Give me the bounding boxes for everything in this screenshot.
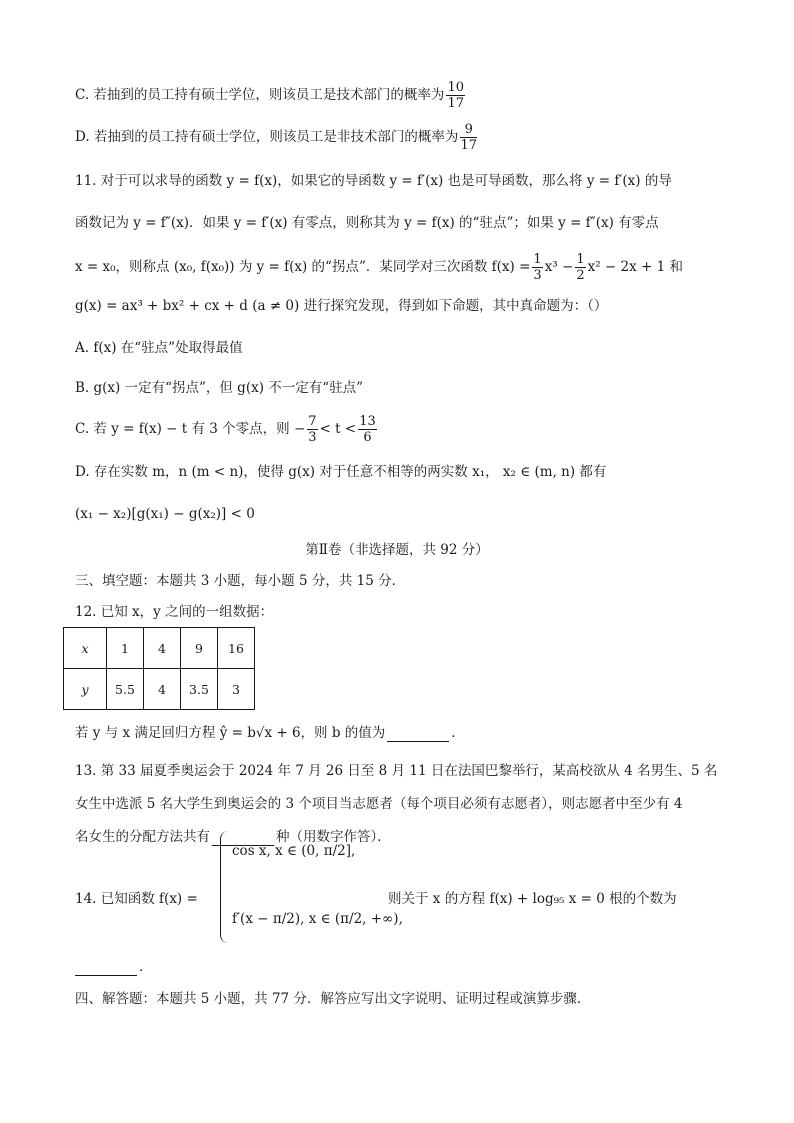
- answer-blank[interactable]: [387, 727, 449, 742]
- table-row: [64, 628, 255, 669]
- table-cell: 4: [144, 628, 181, 669]
- table-cell: 5.5: [107, 669, 144, 710]
- q10-option-d: D. 若抽到的员工持有硕士学位，则该员工是非技术部门的概率为 $\frac{9}{17}$: [75, 122, 477, 153]
- section2-title: 第Ⅱ卷（非选择题，共 92 分）: [305, 542, 489, 558]
- q11-option-d-inequality: (x₁ − x₂)[g(x₁) − g(x₂)] < 0: [75, 506, 255, 522]
- fraction: $\frac{10}{17}$: [447, 80, 464, 111]
- q11-line4: g(x) = ax³ + bx² + cx + d (a ≠ 0) 进行探究发现，得到如下命题，其中真命题为：（）: [75, 298, 608, 314]
- q13-line3: 名女生的分配方法共有 种（用数字作答）．: [75, 829, 391, 845]
- q11-option-a: A. f(x) 在“驻点”处取得最值: [75, 340, 243, 356]
- q14-tail: 则关于 x 的方程 f(x) + log₉₅ x = 0 根的个数为: [388, 891, 677, 907]
- fraction: $\frac{9}{17}$: [460, 122, 477, 153]
- fraction: $\frac{1}{2}$: [576, 252, 585, 283]
- section4-heading: 四、解答题：本题共 5 小题，共 77 分．解答应写出文字说明、证明过程或演算步骤．: [75, 991, 591, 1007]
- fraction: $\frac{13}{6}$: [359, 414, 376, 445]
- table-cell: 9: [181, 628, 218, 669]
- table-row: [64, 669, 255, 710]
- q14-case1: cos x, x ∈ (0, π/2],: [232, 843, 356, 859]
- q13-line1: 13. 第 33 届夏季奥运会于 2024 年 7 月 26 日至 8 月 11 日在法国巴黎举行，某高校欲从 4 名男生、5 名: [75, 763, 718, 779]
- q14-lead: 14. 已知函数 f(x) =: [75, 891, 198, 907]
- fraction: $\frac{1}{3}$: [533, 252, 542, 283]
- fraction: $\frac{7}{3}$: [308, 414, 317, 445]
- q11-option-d: D. 存在实数 m，n (m < n)，使得 g(x) 对于任意不相等的两实数 x₁， x₂ ∈ (m, n) 都有: [75, 464, 607, 480]
- q12-intro: 12. 已知 x，y 之间的一组数据：: [75, 604, 274, 620]
- q14-answer: ．: [75, 958, 153, 976]
- table-cell: 16: [218, 628, 255, 669]
- q11-line2: 函数记为 y = f″(x)．如果 y = f′(x) 有零点，则称其为 y = f(x) 的“驻点”；如果 y = f″(x) 有零点: [75, 215, 659, 231]
- q14-case2: f′(x − π/2), x ∈ (π/2, +∞),: [232, 911, 403, 927]
- q11-line3: x = x₀，则称点 (x₀, f(x₀)) 为 y = f(x) 的“拐点”．某同学对三次函数 f(x) = $\frac{1}{3}$ x³ − $\frac{1}{2}$ x² − 2x + 1 和: [75, 252, 684, 283]
- table-cell: 3.5: [181, 669, 218, 710]
- q11-option-c: C. 若 y = f(x) − t 有 3 个零点，则 − $\frac{7}{3}$ < t < $\frac{13}{6}$: [75, 414, 376, 445]
- q13-line2: 女生中选派 5 名大学生到奥运会的 3 个项目当志愿者（每个项目必须有志愿者），则志愿者中至少有 4: [75, 796, 683, 812]
- q12-question: 若 y 与 x 满足回归方程 ŷ = b√x + 6，则 b 的值为 ．: [75, 725, 465, 741]
- q10-option-c: C. 若抽到的员工持有硕士学位，则该员工是技术部门的概率为 $\frac{10}{17}$: [75, 80, 464, 111]
- q11-line1: 11. 对于可以求导的函数 y = f(x)，如果它的导函数 y = f′(x) 也是可导函数，那么将 y = f′(x) 的导: [75, 173, 672, 189]
- data-table: [63, 627, 255, 710]
- table-cell: 3: [218, 669, 255, 710]
- table-cell: 1: [107, 628, 144, 669]
- table-cell: x: [64, 628, 107, 669]
- table-cell: 4: [144, 669, 181, 710]
- q11-option-b: B. g(x) 一定有“拐点”，但 g(x) 不一定有“驻点”: [75, 380, 364, 396]
- table-cell: y: [64, 669, 107, 710]
- section3-heading: 三、填空题：本题共 3 小题，每小题 5 分，共 15 分．: [75, 573, 406, 589]
- answer-blank[interactable]: [75, 961, 137, 976]
